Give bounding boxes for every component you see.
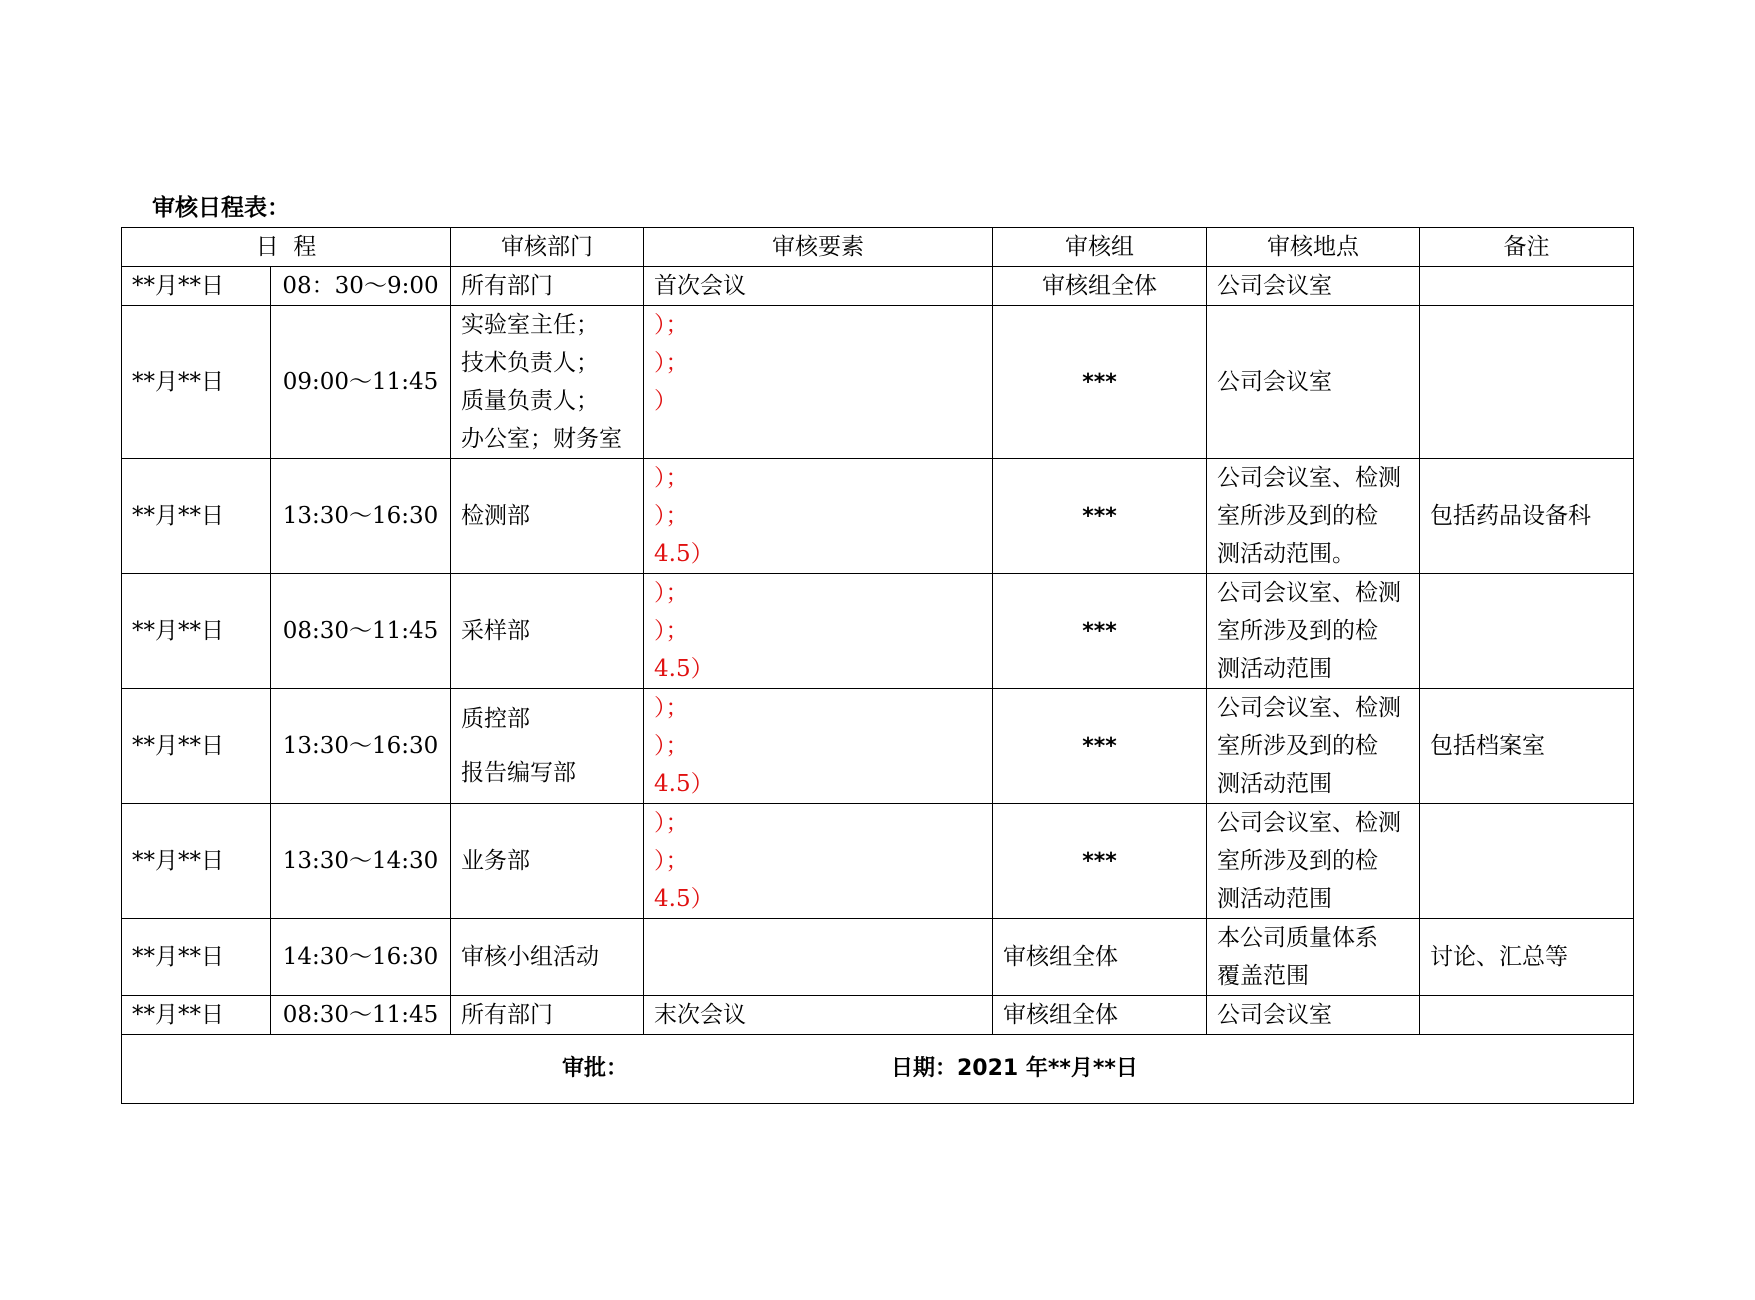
cell-department	[451, 574, 644, 689]
location-line: 公司会议室、检测	[1217, 465, 1401, 491]
cell-elements	[644, 689, 993, 804]
cell-date: **月**日	[122, 689, 271, 804]
group-members: ***	[1082, 369, 1117, 395]
cell-group	[993, 689, 1207, 804]
audit-schedule-table	[121, 227, 1634, 1104]
cell-location	[1207, 306, 1420, 459]
cell-department	[451, 804, 644, 919]
cell-date: **月**日	[122, 459, 271, 574]
cell-time: 08:30～11:45	[271, 996, 451, 1035]
cell-time: 08：30～9:00	[271, 267, 451, 306]
cell-department	[451, 306, 644, 459]
cell-location	[1207, 574, 1420, 689]
location-line: 测活动范围	[1217, 886, 1332, 912]
table-row	[122, 459, 1634, 574]
cell-remarks	[1420, 804, 1634, 919]
cell-elements	[644, 459, 993, 574]
group-members: ***	[1082, 733, 1117, 759]
cell-department	[451, 996, 644, 1035]
approval-label: 审批：	[562, 1056, 629, 1081]
element-line: ）；	[654, 848, 689, 874]
element-line: 末次会议	[654, 1002, 746, 1028]
cell-location	[1207, 689, 1420, 804]
cell-date: **月**日	[122, 267, 271, 306]
department-line: 所有部门	[461, 273, 553, 299]
cell-time: 13:30～14:30	[271, 804, 451, 919]
cell-group: 审核组全体	[993, 996, 1207, 1035]
department-line: 质量负责人；	[461, 388, 599, 414]
cell-group	[993, 804, 1207, 919]
department-line: 质控部	[461, 706, 530, 732]
element-line: ）	[654, 388, 677, 414]
table-row	[122, 919, 1634, 996]
header-location: 审核地点	[1207, 228, 1420, 267]
cell-department	[451, 267, 644, 306]
cell-department	[451, 459, 644, 574]
cell-date: **月**日	[122, 804, 271, 919]
element-line: ）；	[654, 312, 689, 338]
cell-group	[993, 459, 1207, 574]
element-line: ）；	[654, 733, 689, 759]
location-line: 覆盖范围	[1217, 963, 1309, 989]
department-line: 报告编写部	[461, 760, 576, 786]
cell-remarks	[1420, 996, 1634, 1035]
element-line: 4.5）	[654, 541, 714, 567]
department-line: 技术负责人；	[461, 350, 599, 376]
location-line: 测活动范围	[1217, 656, 1332, 682]
cell-location	[1207, 804, 1420, 919]
cell-date: **月**日	[122, 919, 271, 996]
location-line: 公司会议室、检测	[1217, 810, 1401, 836]
cell-location	[1207, 919, 1420, 996]
element-line: ）；	[654, 580, 689, 606]
table-row	[122, 306, 1634, 459]
document-title: 审核日程表：	[152, 195, 290, 221]
cell-group	[993, 574, 1207, 689]
cell-elements	[644, 919, 993, 996]
cell-location	[1207, 459, 1420, 574]
header-schedule: 日 程	[122, 228, 451, 267]
element-line: 4.5）	[654, 656, 714, 682]
element-line: ）；	[654, 465, 689, 491]
location-line: 室所涉及到的检	[1217, 618, 1378, 644]
table-row	[122, 689, 1634, 804]
cell-group	[993, 306, 1207, 459]
department-line: 办公室；财务室	[461, 426, 622, 452]
location-line: 公司会议室	[1217, 1002, 1332, 1028]
location-line: 测活动范围。	[1217, 541, 1355, 567]
cell-elements	[644, 574, 993, 689]
header-row	[122, 228, 1634, 267]
cell-time: 13:30～16:30	[271, 689, 451, 804]
cell-elements	[644, 306, 993, 459]
location-line: 公司会议室	[1217, 273, 1332, 299]
department-line: 采样部	[461, 618, 530, 644]
cell-remarks	[1420, 306, 1634, 459]
department-line: 审核小组活动	[461, 944, 599, 970]
cell-date: **月**日	[122, 574, 271, 689]
cell-department	[451, 689, 644, 804]
element-line: 4.5）	[654, 771, 714, 797]
cell-remarks	[1420, 267, 1634, 306]
department-line: 实验室主任；	[461, 312, 599, 338]
element-line: ）；	[654, 810, 689, 836]
element-line: ）；	[654, 503, 689, 529]
approval-row	[122, 1035, 1634, 1104]
location-line: 公司会议室	[1217, 369, 1332, 395]
cell-time: 14:30～16:30	[271, 919, 451, 996]
department-line: 业务部	[461, 848, 530, 874]
cell-time: 13:30～16:30	[271, 459, 451, 574]
approval-date: 日期：2021 年**月**日	[891, 1056, 1138, 1081]
cell-elements	[644, 267, 993, 306]
cell-group: 审核组全体	[993, 267, 1207, 306]
location-line: 室所涉及到的检	[1217, 733, 1378, 759]
element-line: 4.5）	[654, 886, 714, 912]
element-line: ）；	[654, 618, 689, 644]
header-remarks: 备注	[1420, 228, 1634, 267]
cell-group: 审核组全体	[993, 919, 1207, 996]
element-line: ）；	[654, 350, 689, 376]
header-group: 审核组	[993, 228, 1207, 267]
location-line: 公司会议室、检测	[1217, 695, 1401, 721]
group-members: ***	[1082, 848, 1117, 874]
table-row	[122, 804, 1634, 919]
location-line: 公司会议室、检测	[1217, 580, 1401, 606]
cell-elements	[644, 804, 993, 919]
cell-remarks	[1420, 574, 1634, 689]
header-department: 审核部门	[451, 228, 644, 267]
approval-cell	[122, 1035, 1634, 1104]
cell-elements	[644, 996, 993, 1035]
location-line: 测活动范围	[1217, 771, 1332, 797]
header-elements: 审核要素	[644, 228, 993, 267]
department-line: 检测部	[461, 503, 530, 529]
group-members: ***	[1082, 503, 1117, 529]
cell-remarks: 讨论、汇总等	[1420, 919, 1634, 996]
cell-date: **月**日	[122, 996, 271, 1035]
department-line: 所有部门	[461, 1002, 553, 1028]
cell-department	[451, 919, 644, 996]
element-line: ）；	[654, 695, 689, 721]
cell-location	[1207, 996, 1420, 1035]
location-line: 本公司质量体系	[1217, 925, 1378, 951]
cell-time: 09:00～11:45	[271, 306, 451, 459]
location-line: 室所涉及到的检	[1217, 848, 1378, 874]
cell-remarks: 包括档案室	[1420, 689, 1634, 804]
cell-time: 08:30～11:45	[271, 574, 451, 689]
table-row	[122, 267, 1634, 306]
element-line: 首次会议	[654, 273, 746, 299]
cell-remarks: 包括药品设备科	[1420, 459, 1634, 574]
table-row	[122, 574, 1634, 689]
cell-location	[1207, 267, 1420, 306]
location-line: 室所涉及到的检	[1217, 503, 1378, 529]
table-row	[122, 996, 1634, 1035]
group-members: ***	[1082, 618, 1117, 644]
cell-date: **月**日	[122, 306, 271, 459]
